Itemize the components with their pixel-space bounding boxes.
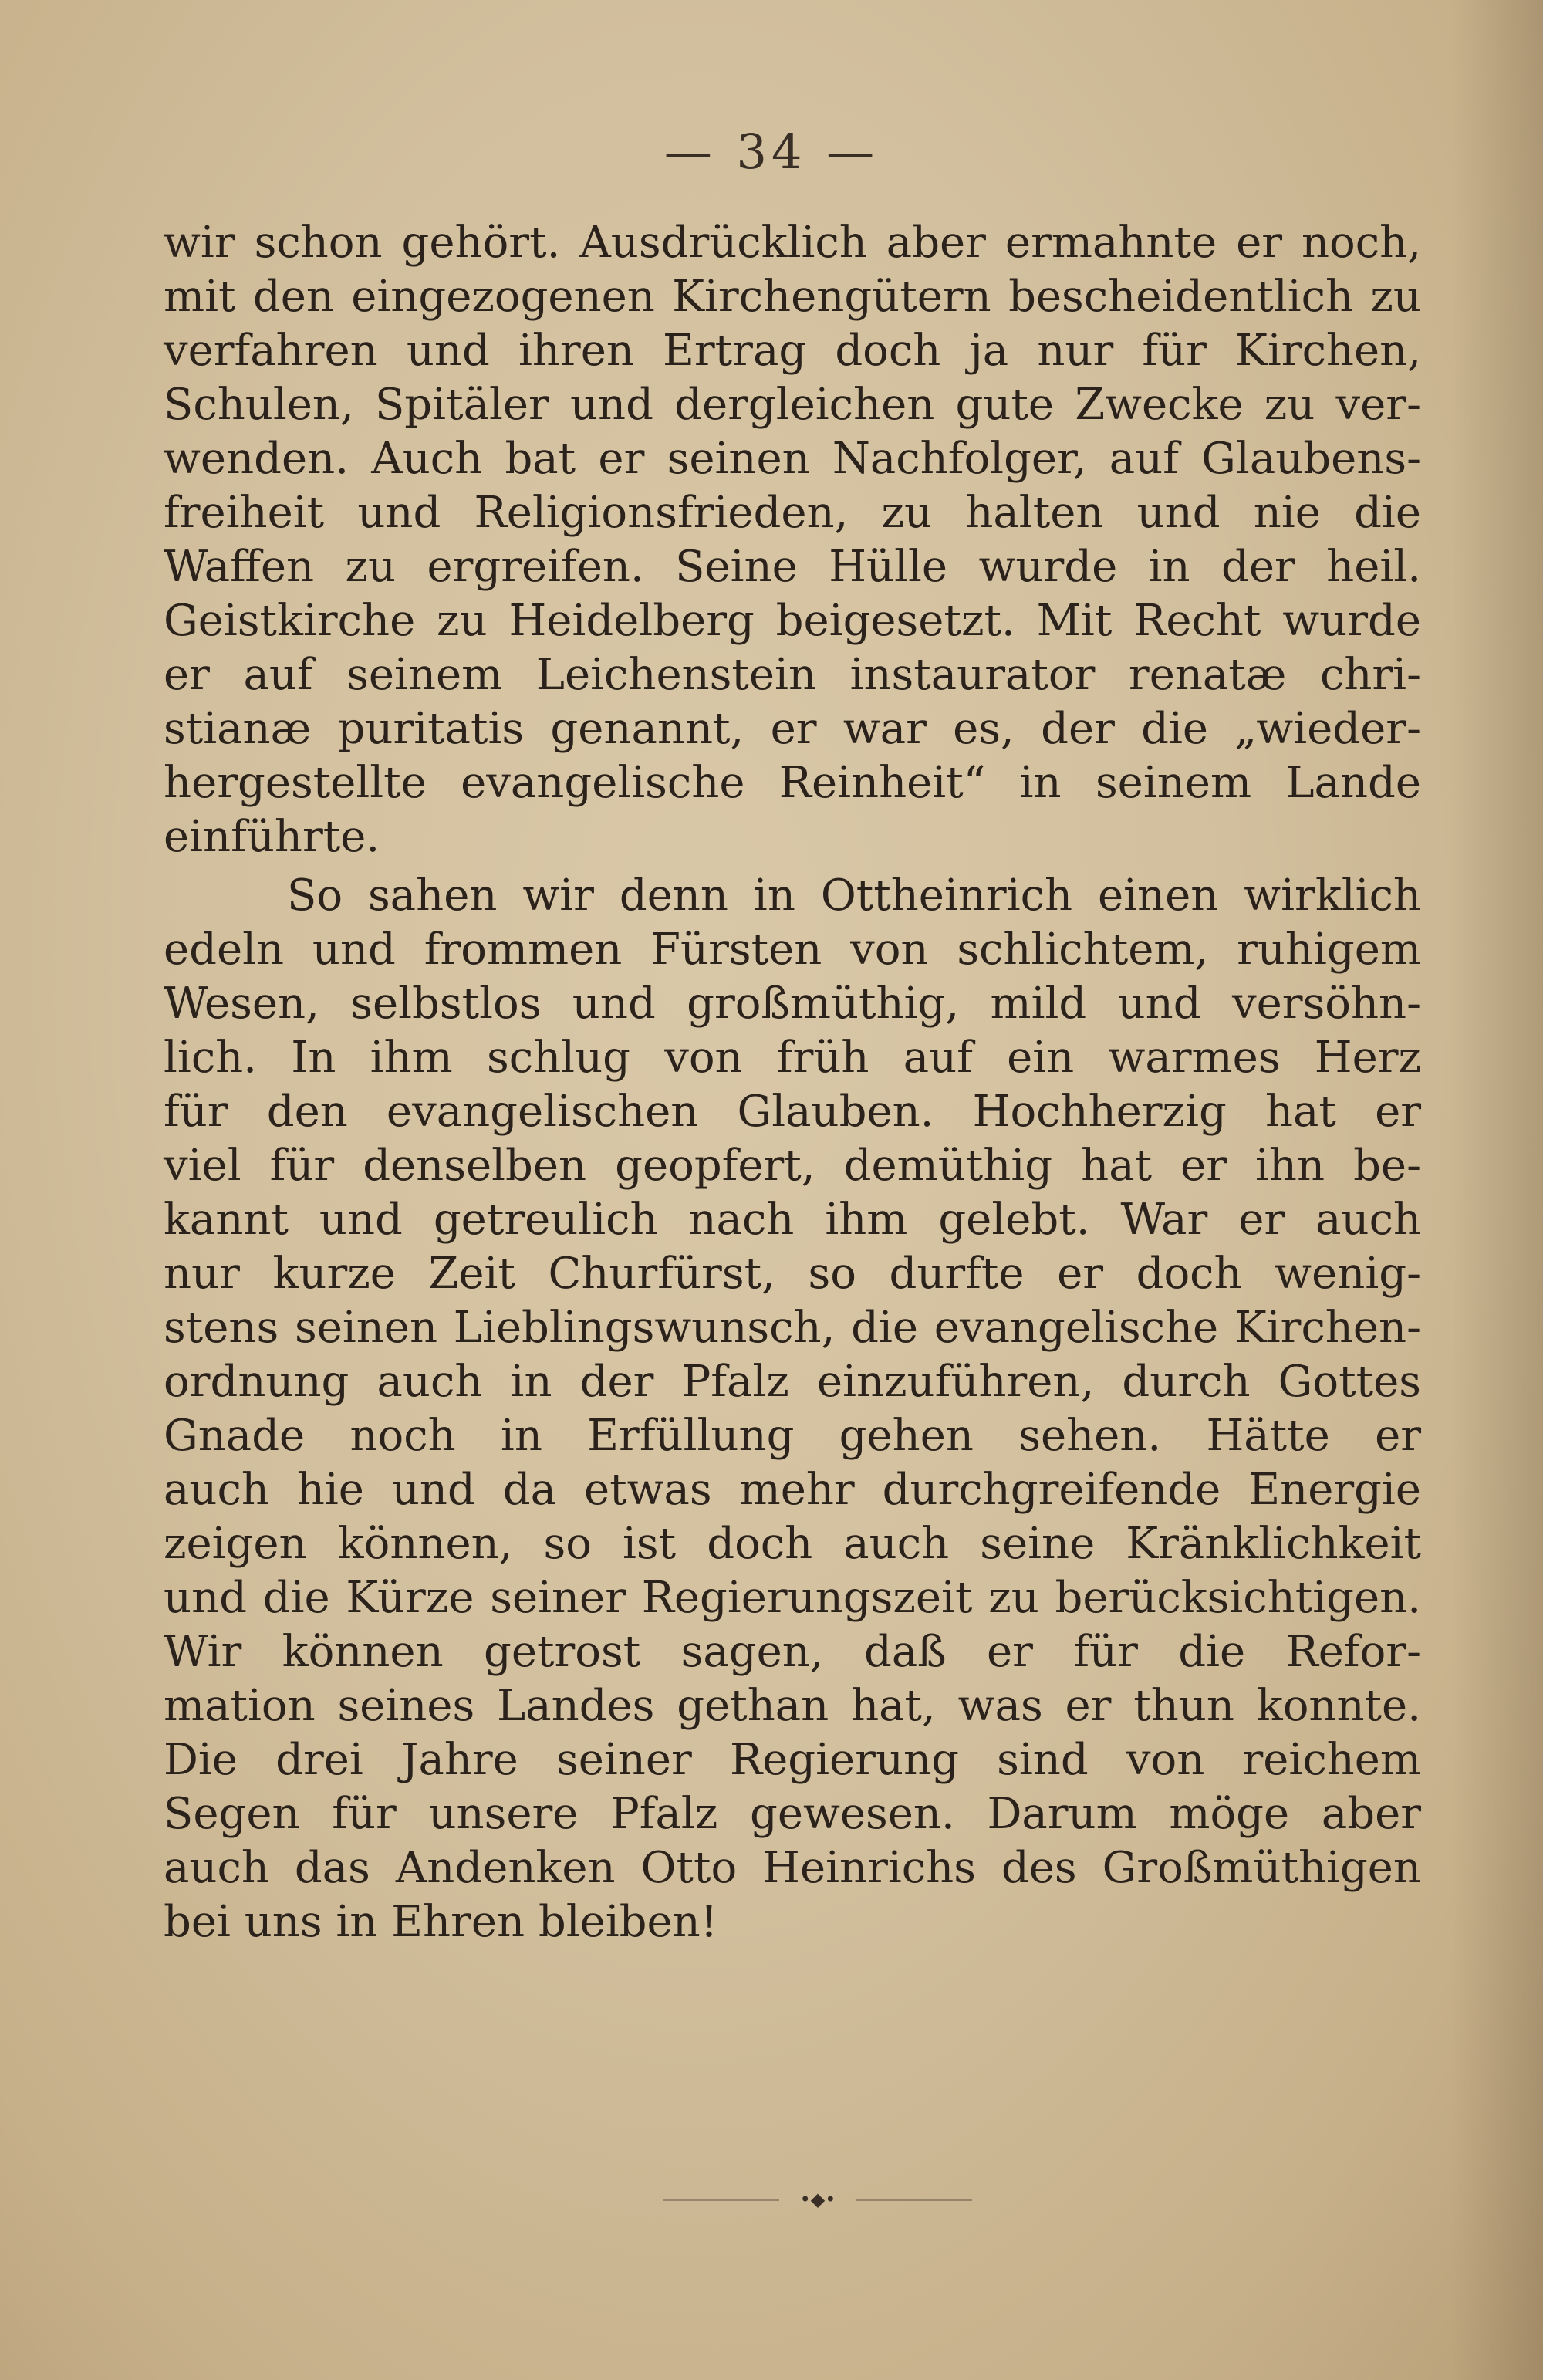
- text-line: wir schon gehört. Ausdrücklich aber ermahnte er noch,: [164, 218, 1421, 268]
- text-line: kannt und getreulich nach ihm gelebt. War er auch: [164, 1195, 1421, 1245]
- text-line: auch hie und da etwas mehr durchgreifende Energie: [164, 1465, 1421, 1515]
- ornament-rule-right: [856, 2199, 972, 2201]
- text-line: zeigen können, so ist doch auch seine Kränklichkeit: [164, 1519, 1421, 1569]
- text-line: mit den eingezogenen Kirchengütern bescheidentlich zu: [164, 272, 1421, 322]
- text-line: freiheit und Religionsfrieden, zu halten und nie die: [164, 488, 1421, 538]
- text-line: hergestellte evangelische Reinheit“ in seinem Lande: [164, 758, 1421, 808]
- paragraph: [164, 216, 1421, 864]
- text-line: er auf seinem Leichenstein instaurator renatæ chri-: [164, 650, 1421, 700]
- text-line: auch das Andenken Otto Heinrichs des Großmüthigen: [164, 1843, 1421, 1893]
- page-number: — 34 —: [663, 123, 880, 180]
- ornament-glyph: •◆•: [799, 2189, 836, 2210]
- text-line: nur kurze Zeit Churfürst, so durfte er doch wenig-: [164, 1249, 1421, 1299]
- text-line: mation seines Landes gethan hat, was er thun konnte.: [164, 1681, 1421, 1731]
- paragraph: [164, 869, 1421, 1949]
- text-line: So sahen wir denn in Ottheinrich einen wirklich: [287, 871, 1421, 921]
- ornament-rule-left: [663, 2199, 779, 2201]
- page-edge-shadow: [1450, 0, 1543, 2380]
- text-line: stianæ puritatis genannt, er war es, der die „wieder-: [164, 704, 1421, 754]
- body-text: [164, 216, 1421, 1949]
- text-line: Schulen, Spitäler und dergleichen gute Zwecke zu ver-: [164, 380, 1421, 430]
- text-line: verfahren und ihren Ertrag doch ja nur für Kirchen,: [164, 326, 1421, 376]
- text-line: Waffen zu ergreifen. Seine Hülle wurde in der heil.: [164, 542, 1421, 592]
- text-line: Wesen, selbstlos und großmüthig, mild und versöhn-: [164, 979, 1421, 1029]
- end-ornament: [663, 2189, 972, 2210]
- text-line: Die drei Jahre seiner Regierung sind von reichem: [164, 1735, 1421, 1785]
- text-line: Geistkirche zu Heidelberg beigesetzt. Mit Recht wurde: [164, 596, 1421, 646]
- text-line: einführte.: [164, 812, 380, 862]
- text-line: für den evangelischen Glauben. Hochherzig hat er: [164, 1087, 1421, 1137]
- text-line: edeln und frommen Fürsten von schlichtem, ruhigem: [164, 925, 1421, 975]
- text-line: und die Kürze seiner Regierungszeit zu berücksichtigen.: [164, 1573, 1421, 1623]
- text-line: viel für denselben geopfert, demüthig hat er ihn be-: [164, 1141, 1421, 1191]
- text-line: ordnung auch in der Pfalz einzuführen, durch Gottes: [164, 1357, 1421, 1407]
- text-line: Wir können getrost sagen, daß er für die Refor-: [164, 1627, 1421, 1677]
- text-line: lich. In ihm schlug von früh auf ein warmes Herz: [164, 1033, 1421, 1083]
- text-line: bei uns in Ehren bleiben!: [164, 1897, 718, 1947]
- text-line: stens seinen Lieblingswunsch, die evangelische Kirchen-: [164, 1303, 1421, 1353]
- text-line: wenden. Auch bat er seinen Nachfolger, auf Glaubens-: [164, 434, 1421, 484]
- text-line: Segen für unsere Pfalz gewesen. Darum möge aber: [164, 1789, 1421, 1839]
- text-line: Gnade noch in Erfüllung gehen sehen. Hätte er: [164, 1411, 1421, 1461]
